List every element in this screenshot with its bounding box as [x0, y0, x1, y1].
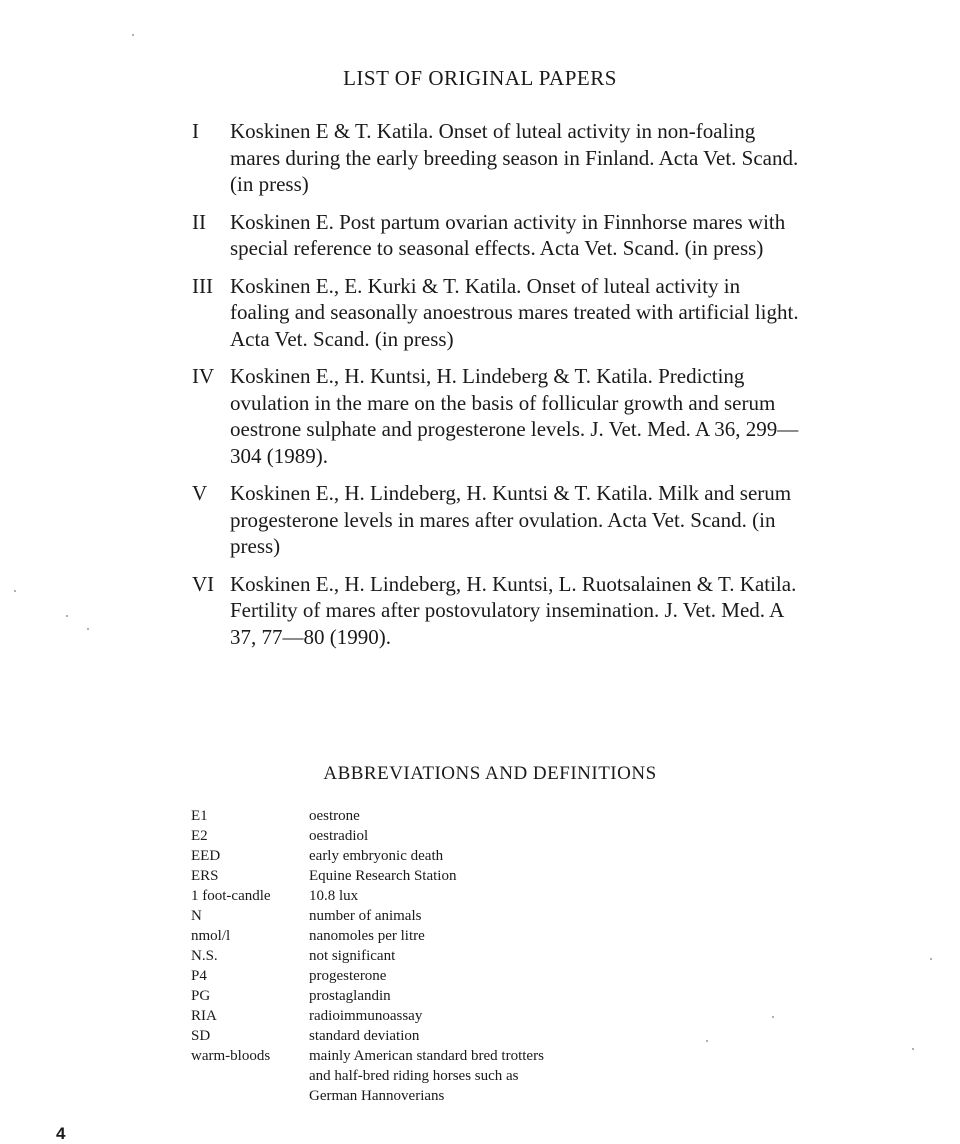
- abbreviation-term: [191, 1086, 309, 1106]
- scan-speck: [930, 958, 932, 960]
- abbreviation-row: [191, 1086, 651, 1106]
- abbreviation-term: nmol/l: [191, 928, 231, 944]
- abbreviation-definition: mainly American standard bred trotters: [309, 1048, 544, 1064]
- scan-speck: [66, 615, 68, 617]
- page-number: 4: [56, 1124, 66, 1143]
- abbreviation-definition: oestrone: [309, 808, 360, 824]
- abbreviation-row: [191, 1026, 651, 1046]
- paper-number: III: [192, 273, 213, 298]
- abbreviation-row: [191, 886, 651, 906]
- abbreviation-definition: not significant: [309, 948, 396, 964]
- abbreviation-row: [191, 906, 651, 926]
- abbreviation-definition: radioimmunoassay: [309, 1008, 423, 1024]
- paper-item: [192, 118, 802, 198]
- paper-number: I: [192, 119, 199, 143]
- abbreviations-table: [191, 806, 651, 1106]
- scan-speck: [772, 1016, 774, 1018]
- paper-item: [192, 363, 802, 469]
- paper-item: [192, 480, 802, 560]
- scan-speck: [14, 590, 16, 592]
- abbreviation-row: [191, 806, 651, 826]
- abbreviation-term: EED: [191, 848, 221, 864]
- abbreviation-definition: number of animals: [309, 908, 422, 924]
- abbreviation-term: PG: [191, 988, 211, 1004]
- abbreviation-definition: and half-bred riding horses such as: [309, 1068, 519, 1084]
- abbreviation-definition: oestradiol: [309, 828, 369, 844]
- abbreviation-term: [191, 1066, 309, 1086]
- scan-speck: [87, 628, 89, 630]
- papers-list: [192, 118, 802, 661]
- scan-speck: [912, 1048, 914, 1050]
- abbreviation-definition: early embryonic death: [309, 848, 444, 864]
- papers-title: LIST OF ORIGINAL PAPERS: [343, 66, 617, 90]
- abbreviation-row: [191, 1066, 651, 1086]
- abbreviation-row: [191, 966, 651, 986]
- paper-item: [192, 273, 802, 353]
- abbreviations-title: ABBREVIATIONS AND DEFINITIONS: [323, 763, 657, 784]
- abbreviation-term: warm-bloods: [191, 1048, 271, 1064]
- abbreviation-definition: German Hannoverians: [309, 1088, 445, 1104]
- abbreviation-definition: standard deviation: [309, 1028, 420, 1044]
- abbreviation-term: RIA: [191, 1008, 217, 1024]
- abbreviation-row: [191, 826, 651, 846]
- paper-citation: Koskinen E & T. Katila. Onset of luteal activity in non-foaling mares during the early breeding season in Finland. Acta Vet. Scand. (in press): [230, 119, 799, 196]
- abbreviation-term: P4: [191, 968, 207, 984]
- abbreviation-term: E2: [191, 828, 208, 844]
- abbreviation-row: [191, 986, 651, 1006]
- abbreviation-term: N: [191, 908, 202, 924]
- scan-speck: [706, 1040, 708, 1042]
- paper-citation: Koskinen E., H. Kuntsi, H. Lindeberg & T. Katila. Predicting ovulation in the mare on the basis of follicular growth and serum oestrone sulphate and progesterone levels. J. Vet. Med. A 36, 299—304 (1989).: [230, 364, 799, 468]
- paper-number: V: [192, 481, 208, 505]
- paper-item: [192, 209, 802, 262]
- abbreviation-row: [191, 946, 651, 966]
- paper-citation: Koskinen E. Post partum ovarian activity in Finnhorse mares with special reference to seasonal effects. Acta Vet. Scand. (in press): [230, 209, 786, 260]
- paper-citation: Koskinen E., E. Kurki & T. Katila. Onset of luteal activity in foaling and seasonally anoestrous mares treated with artificial light. Acta Vet. Scand. (in press): [230, 273, 799, 351]
- abbreviation-definition: nanomoles per litre: [309, 928, 425, 944]
- abbreviation-row: [191, 926, 651, 946]
- abbreviation-row: [191, 846, 651, 866]
- abbreviation-row: [191, 1046, 651, 1066]
- abbreviation-term: SD: [191, 1028, 211, 1044]
- paper-number: VI: [192, 571, 215, 596]
- abbreviation-row: [191, 866, 651, 886]
- abbreviation-definition: progesterone: [309, 968, 387, 984]
- abbreviation-definition: prostaglandin: [309, 988, 391, 1004]
- paper-citation: Koskinen E., H. Lindeberg, H. Kuntsi, L. Ruotsalainen & T. Katila. Fertility of mares after postovulatory insemination. J. Vet. Med. A 37, 77—80 (1990).: [230, 571, 797, 649]
- paper-item: [192, 571, 802, 651]
- abbreviation-definition: 10.8 lux: [309, 888, 359, 904]
- paper-citation: Koskinen E., H. Lindeberg, H. Kuntsi & T. Katila. Milk and serum progesterone levels in mares after ovulation. Acta Vet. Scand. (in press): [230, 481, 792, 558]
- abbreviation-row: [191, 1006, 651, 1026]
- abbreviation-term: E1: [191, 808, 208, 824]
- abbreviation-term: N.S.: [191, 948, 218, 964]
- scan-speck: [132, 34, 134, 36]
- abbreviation-term: ERS: [191, 868, 219, 884]
- abbreviation-term: 1 foot-candle: [191, 888, 271, 904]
- paper-number: IV: [192, 364, 215, 388]
- paper-number: II: [192, 209, 206, 234]
- abbreviation-definition: Equine Research Station: [309, 868, 457, 884]
